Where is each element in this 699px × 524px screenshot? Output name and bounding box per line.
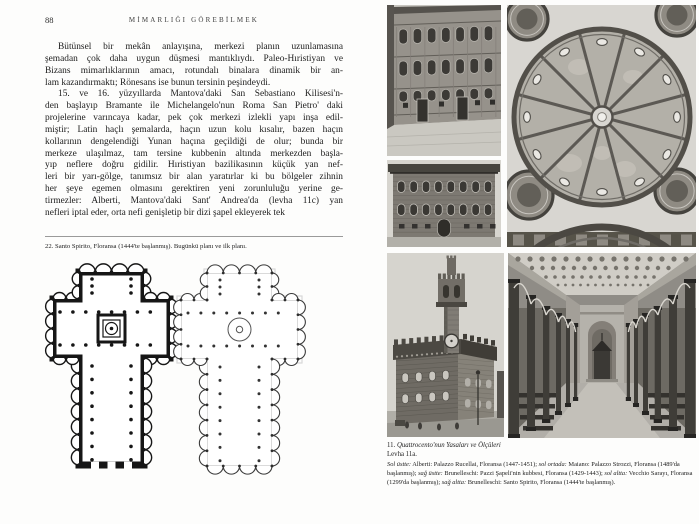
plate-ref: Levha 11a.: [387, 451, 417, 459]
paragraph-2: [45, 89, 343, 219]
caption-rule: [45, 236, 343, 237]
paragraph-1: [45, 42, 343, 89]
caption-segment: Brunelleschi: Santo Spirito, Floransa (1444'te başlanmış).: [466, 479, 616, 486]
text-line: Bütünsel bir mekân anlayışına, merkezi planın uzunlamasına: [58, 42, 343, 52]
santo-spirito-original-plan: [172, 264, 307, 475]
text-line: yıp neflere doğru gidilir. Hıristiyan bazilikasının küçük yan nef-: [45, 160, 343, 171]
text-line: lam kazandırmaktı; Rönesans ise bunun tersinin peşindeydi.: [45, 77, 271, 88]
running-header: MİMARLIĞI GÖREBİLMEK: [128, 16, 260, 24]
plate-title-line: [387, 441, 698, 450]
palazzo-rucellai-photo: [387, 5, 501, 156]
text-line: kollarının dengelendiği Yunan haçına geçildiği de olur; bunda bir: [45, 136, 343, 147]
pazzi-chapel-dome-photo: [507, 5, 696, 247]
caption-segment: sol altta:: [604, 469, 628, 477]
text-line: Bizans mimarlıklarının amacı, rotundalı binalara dinamik bir an-: [45, 65, 343, 76]
palazzo-strozzi-photo: [387, 160, 501, 247]
caption-segment: sağ altta:: [441, 479, 467, 486]
text-line: den başlayıp Bramante ile Michelangelo'nun Roma San Pietro' daki: [45, 101, 343, 112]
text-line: her şeye egemen olmasını gerektiren yeni zorunluluğu yerine ge-: [45, 184, 343, 195]
text-line: miştir; Latin haçlı şemalarda, haçın uzun kolu kısalır, bazen haçın: [45, 124, 343, 135]
plate-number: 11.: [387, 442, 396, 449]
caption-segment: sol ortada:: [538, 460, 567, 468]
text-line: merkeze ulaşılmaz, tam tersine kubbenin altında merkezden başla-: [45, 148, 343, 159]
page-number: 88: [45, 15, 54, 25]
caption-segment: Vecchio Sarayı, Floransa (1299'da başlanmış);: [387, 469, 693, 486]
text-line: leri bir yarı-gölge, tanımsız bir alan yaratırlar ki bu bölgeler zihnin: [45, 172, 343, 183]
text-line: nefleri iptal eder, orta nefi genişletip bir dizi şapel ekleyerek tek: [45, 207, 285, 218]
body-text: [45, 42, 343, 220]
santo-spirito-interior-photo: [508, 253, 696, 438]
text-line: tirmezler: Alberti, Mantova'daki Sant' Andrea'da (levha 11c) yan: [45, 195, 343, 206]
caption-segment: Sol üstte:: [387, 460, 411, 468]
caption-segment: Maiano: Palazzo Strozzi, Floransa (1489'da başlanmış);: [387, 460, 680, 477]
plate-caption: [387, 441, 698, 487]
santo-spirito-current-plan: [44, 263, 179, 474]
palazzo-vecchio-photo: [387, 253, 504, 437]
text-line: projelerine varıncaya kadar, pek çok merkezi izlekli yapı inşa edil-: [45, 113, 343, 124]
text-line: şemadan çok daha uygun düşmesi mantıklıydı. Paleo-Hıristiyan ve: [45, 53, 343, 64]
plate-detail: [387, 460, 698, 488]
caption-segment: Brunelleschi: Pazzi Şapeli'nin kubbesi, Floransa (1429-1443);: [442, 469, 605, 477]
figure-caption: 22. Santo Spirito, Floransa (1444'te başlanmış). Bugünkü planı ve ilk planı.: [45, 243, 247, 250]
text-line: 15. ve 16. yüzyıllarda Mantova'daki San Sebastiano Kilisesi'n-: [58, 89, 343, 100]
caption-segment: Alberti: Palazzo Rucellai, Floransa (1447-1451);: [410, 460, 539, 468]
page-right: [370, 0, 699, 524]
plate-title: Quattrocento'nun Yasaları ve Ölçüleri: [396, 442, 501, 449]
caption-segment: sağ üstte:: [418, 469, 443, 477]
